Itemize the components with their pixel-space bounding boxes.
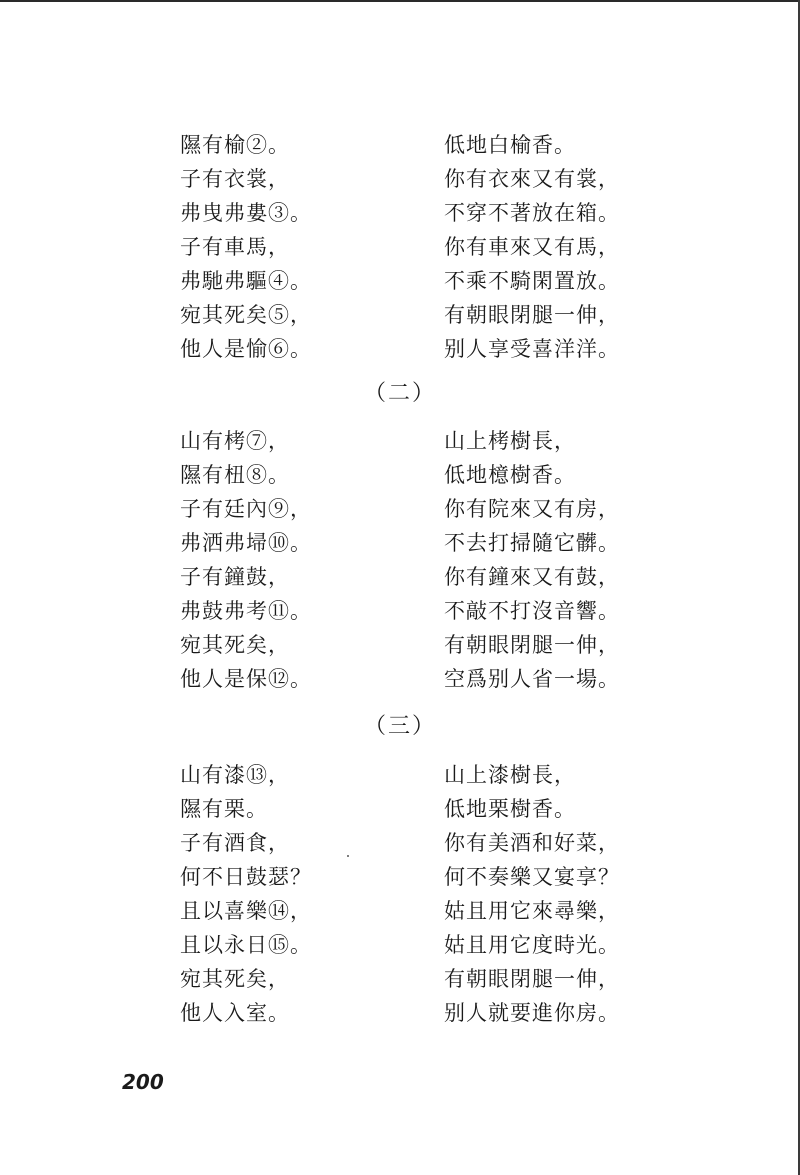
original-verse: 隰有栗。 xyxy=(180,797,268,821)
original-verse: 子有衣裳， xyxy=(180,167,290,191)
poem-line xyxy=(0,758,800,792)
poem-line xyxy=(0,560,800,594)
poem-line xyxy=(0,860,800,894)
poem-line xyxy=(0,662,800,696)
original-verse: 子有廷內⑨， xyxy=(180,497,312,521)
translation-verse: 不去打掃隨它髒。 xyxy=(444,531,620,555)
original-verse: 弗鼓弗考⑪。 xyxy=(180,599,312,623)
poem-line xyxy=(0,628,800,662)
translation-verse: 你有院來又有房， xyxy=(444,497,620,521)
original-verse: 隰有榆②。 xyxy=(180,133,290,157)
original-verse: 弗洒弗埽⑩。 xyxy=(180,531,312,555)
poem-line xyxy=(0,962,800,996)
poem-line xyxy=(0,492,800,526)
poem-line xyxy=(0,424,800,458)
translation-verse: 不乘不騎閑置放。 xyxy=(444,269,620,293)
poem-line xyxy=(0,928,800,962)
poem-line xyxy=(0,128,800,162)
poem-line xyxy=(0,196,800,230)
translation-verse: 姑且用它度時光。 xyxy=(444,933,620,957)
poem-line xyxy=(0,298,800,332)
original-verse: 宛其死矣， xyxy=(180,967,290,991)
poem-line xyxy=(0,458,800,492)
translation-verse: 低地白榆香。 xyxy=(444,133,576,157)
original-verse: 子有酒食， xyxy=(180,831,290,855)
page-number: 200 xyxy=(122,1070,164,1094)
translation-verse: 有朝眼閉腿一伸， xyxy=(444,303,620,327)
translation-verse: 你有美酒和好菜， xyxy=(444,831,620,855)
translation-verse: 别人享受喜洋洋。 xyxy=(444,337,620,361)
translation-verse: 山上栲樹長， xyxy=(444,429,576,453)
original-verse: 山有漆⑬， xyxy=(180,763,290,787)
original-verse: 何不日鼓瑟？ xyxy=(180,865,312,889)
translation-verse: 空爲别人省一場。 xyxy=(444,667,620,691)
original-verse: 且以喜樂⑭， xyxy=(180,899,312,923)
original-verse: 隰有杻⑧。 xyxy=(180,463,290,487)
original-verse: 宛其死矣⑤， xyxy=(180,303,312,327)
translation-verse: 低地栗樹香。 xyxy=(444,797,576,821)
translation-verse: 低地檍樹香。 xyxy=(444,463,576,487)
top-border-rule xyxy=(0,0,800,2)
poem-line xyxy=(0,826,800,860)
translation-verse: 你有鐘來又有鼓， xyxy=(444,565,620,589)
original-verse: 弗曳弗婁③。 xyxy=(180,201,312,225)
translation-verse: 别人就要進你房。 xyxy=(444,1001,620,1025)
poem-line xyxy=(0,792,800,826)
translation-verse: 不敲不打沒音響。 xyxy=(444,599,620,623)
original-verse: 他人入室。 xyxy=(180,1001,290,1025)
poem-line xyxy=(0,264,800,298)
stanza-3-heading: （三） xyxy=(363,714,436,739)
original-verse: 宛其死矣， xyxy=(180,633,290,657)
poem-line xyxy=(0,594,800,628)
original-verse: 子有車馬， xyxy=(180,235,290,259)
print-speck xyxy=(347,855,349,857)
original-verse: 他人是愉⑥。 xyxy=(180,337,312,361)
poem-line xyxy=(0,526,800,560)
translation-verse: 不穿不著放在箱。 xyxy=(444,201,620,225)
stanza-2-heading: （二） xyxy=(363,381,436,406)
translation-verse: 有朝眼閉腿一伸， xyxy=(444,967,620,991)
poem-line xyxy=(0,230,800,264)
poem-line xyxy=(0,332,800,366)
translation-verse: 何不奏樂又宴享？ xyxy=(444,865,620,889)
original-verse: 弗馳弗驅④。 xyxy=(180,269,312,293)
translation-verse: 有朝眼閉腿一伸， xyxy=(444,633,620,657)
original-verse: 山有栲⑦， xyxy=(180,429,290,453)
translation-verse: 你有車來又有馬， xyxy=(444,235,620,259)
poem-line xyxy=(0,894,800,928)
translation-verse: 山上漆樹長， xyxy=(444,763,576,787)
original-verse: 且以永日⑮。 xyxy=(180,933,312,957)
poem-line xyxy=(0,162,800,196)
original-verse: 子有鐘鼓， xyxy=(180,565,290,589)
poem-line xyxy=(0,996,800,1030)
original-verse: 他人是保⑫。 xyxy=(180,667,312,691)
translation-verse: 姑且用它來尋樂， xyxy=(444,899,620,923)
translation-verse: 你有衣來又有裳， xyxy=(444,167,620,191)
